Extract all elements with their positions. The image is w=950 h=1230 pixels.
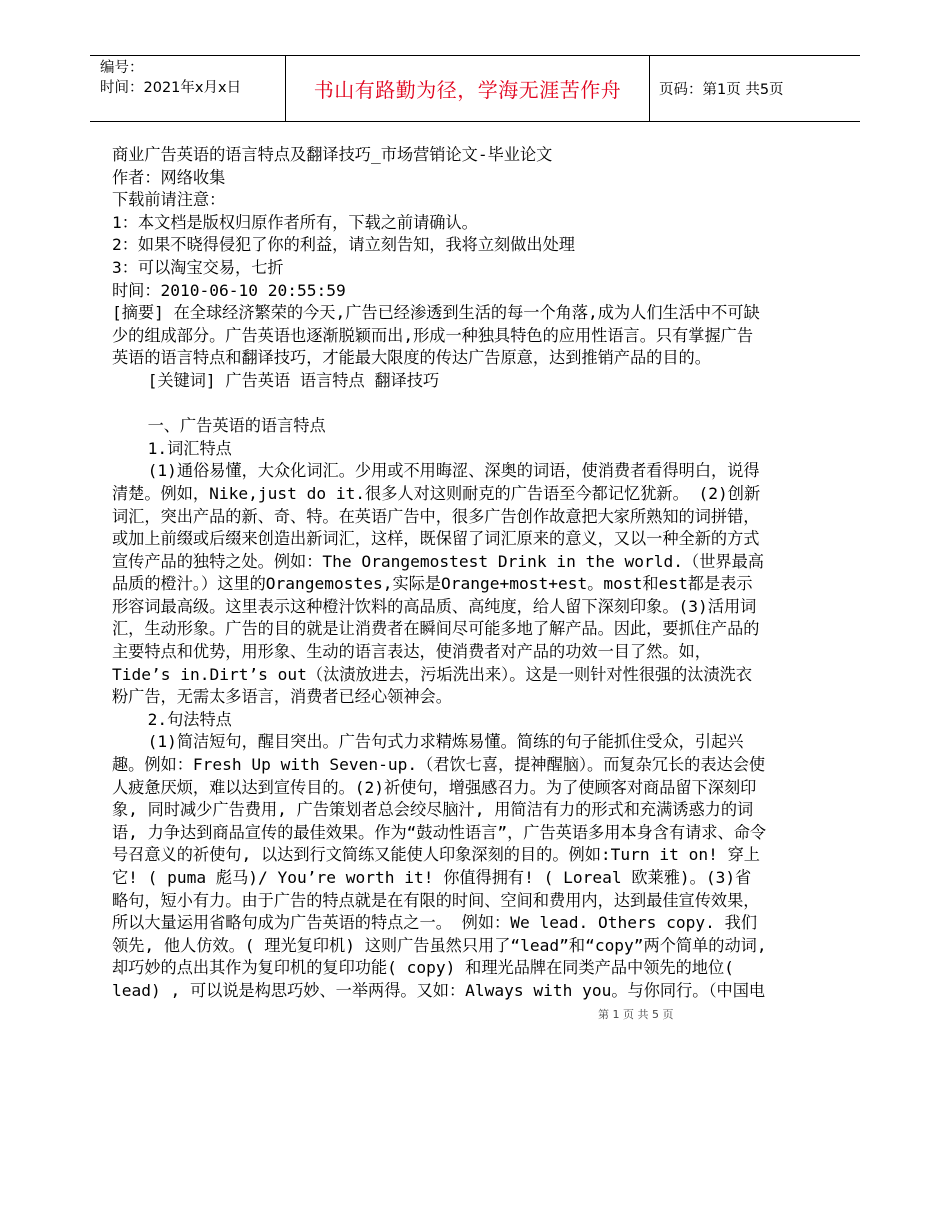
number-label: 编号： <box>100 60 144 76</box>
datetime-line: 时间：2010-06-10 20:55:59 <box>112 280 346 300</box>
subsection-heading: 2.句法特点 <box>147 709 232 729</box>
page-footer: 第 1 页 共 5 页 <box>598 1008 674 1021</box>
page-header <box>90 55 860 122</box>
syntax-paragraph: (1)简洁短句，醒目突出。广告句式力求精炼易懂。简练的句子能抓住受众，引起兴趣。例如：Fresh Up with Seven-up.（君饮七喜，提神醒脑）。而复杂冗长的表达会使人疲惫厌烦，难以达到宣传目的。(2)祈使句，增强感召力。为了使顾客对商品留下深刻印象, 同时减少广告费用, 广告策划者总会绞尽脑汁, 用简洁有力的形式和充满诱惑力的词语, 力争达到商品宣传的最佳效果。作为“鼓动性语言”，广告英语多用本身含有请求、命令号召意义的祈使句, 以达到行文简练又能使人印象深刻的目的。例如:Turn it on! 穿上它! ( puma 彪马)/ You’re worth it! 你值得拥有! ( Loreal 欧莱雅)。(3)省略句，短小有力。由于广告的特点就是在有限的时间、空间和费用内，达到最佳宣传效果，所以大量运用省略句成为广告英语的特点之一。 例如：We lead. Others copy. 我们领先, 他人仿效。( 理光复印机) 这则广告虽然只用了“lead”和“copy”两个简单的动词,却巧妙的点出其作为复印机的复印功能( copy) 和理光品牌在同类产品中领先的地位( lead) , 可以说是构思巧妙、一举两得。又如：Always with you。与你同行。（中国电 <box>112 732 767 1000</box>
keywords-line: [关键词] 广告英语 语言特点 翻译技巧 <box>147 370 440 390</box>
section-heading: 一、广告英语的语言特点 <box>147 416 326 436</box>
notice-item: 2：如果不晓得侵犯了你的利益，请立刻告知，我将立刻做出处理 <box>112 235 575 255</box>
header-meta <box>90 56 286 121</box>
notice-item: 3：可以淘宝交易，七折 <box>112 257 284 277</box>
document-body <box>112 144 767 1003</box>
header-motto: 书山有路勤为径，学海无涯苦作舟 <box>313 78 622 102</box>
time-label: 时间：2021年x月x日 <box>100 80 242 96</box>
document-title: 商业广告英语的语言特点及翻译技巧_市场营销论文-毕业论文 <box>112 145 553 164</box>
notice-heading: 下载前请注意： <box>112 190 226 210</box>
subsection-heading: 1.词汇特点 <box>147 438 232 458</box>
vocabulary-paragraph: (1)通俗易懂，大众化词汇。少用或不用晦涩、深奥的词语，使消费者看得明白，说得清楚。例如，Nike,just do it.很多人对这则耐克的广告语至今都记忆犹新。 (2)创新词汇，突出产品的新、奇、特。在英语广告中，很多广告创作故意把大家所熟知的词拼错，或加上前缀或后缀来创造出新词汇，这样，既保留了词汇原来的意义，又以一种全新的方式宣传产品的独特之处。例如：The Orangemostest Drink in the world.（世界最高品质的橙汁。）这里的Orangemostes,实际是Orange+most+est。most和est都是表示形容词最高级。这里表示这种橙汁饮料的高品质、高纯度，给人留下深刻印象。(3)活用词汇，生动形象。广告的目的就是让消费者在瞬间尽可能多地了解产品。因此，要抓住产品的主要特点和优势，用形象、生动的语言表达，使消费者对产品的功效一目了然。如，Tide’s in.Dirt’s out（汰渍放进去，污垢洗出来）。这是一则针对性很强的汰渍洗衣粉广告，无需太多语言，消费者已经心领神会。 <box>112 461 764 707</box>
header-motto-cell <box>286 56 650 121</box>
author-line: 作者：网络收集 <box>112 167 226 187</box>
abstract-paragraph: [摘要] 在全球经济繁荣的今天,广告已经渗透到生活的每一个角落,成为人们生活中不可缺少的组成部分。广告英语也逐渐脱颖而出,形成一种独具特色的应用性语言。只有掌握广告英语的语言特点和翻译技巧，才能最大限度的传达广告原意，达到推销产品的目的。 <box>112 303 760 368</box>
notice-item: 1：本文档是版权归原作者所有，下载之前请确认。 <box>112 212 478 232</box>
header-page-info: 页码：第1页 共5页 <box>659 82 784 98</box>
header-page-info-cell <box>650 56 860 121</box>
blank-line <box>112 393 767 416</box>
